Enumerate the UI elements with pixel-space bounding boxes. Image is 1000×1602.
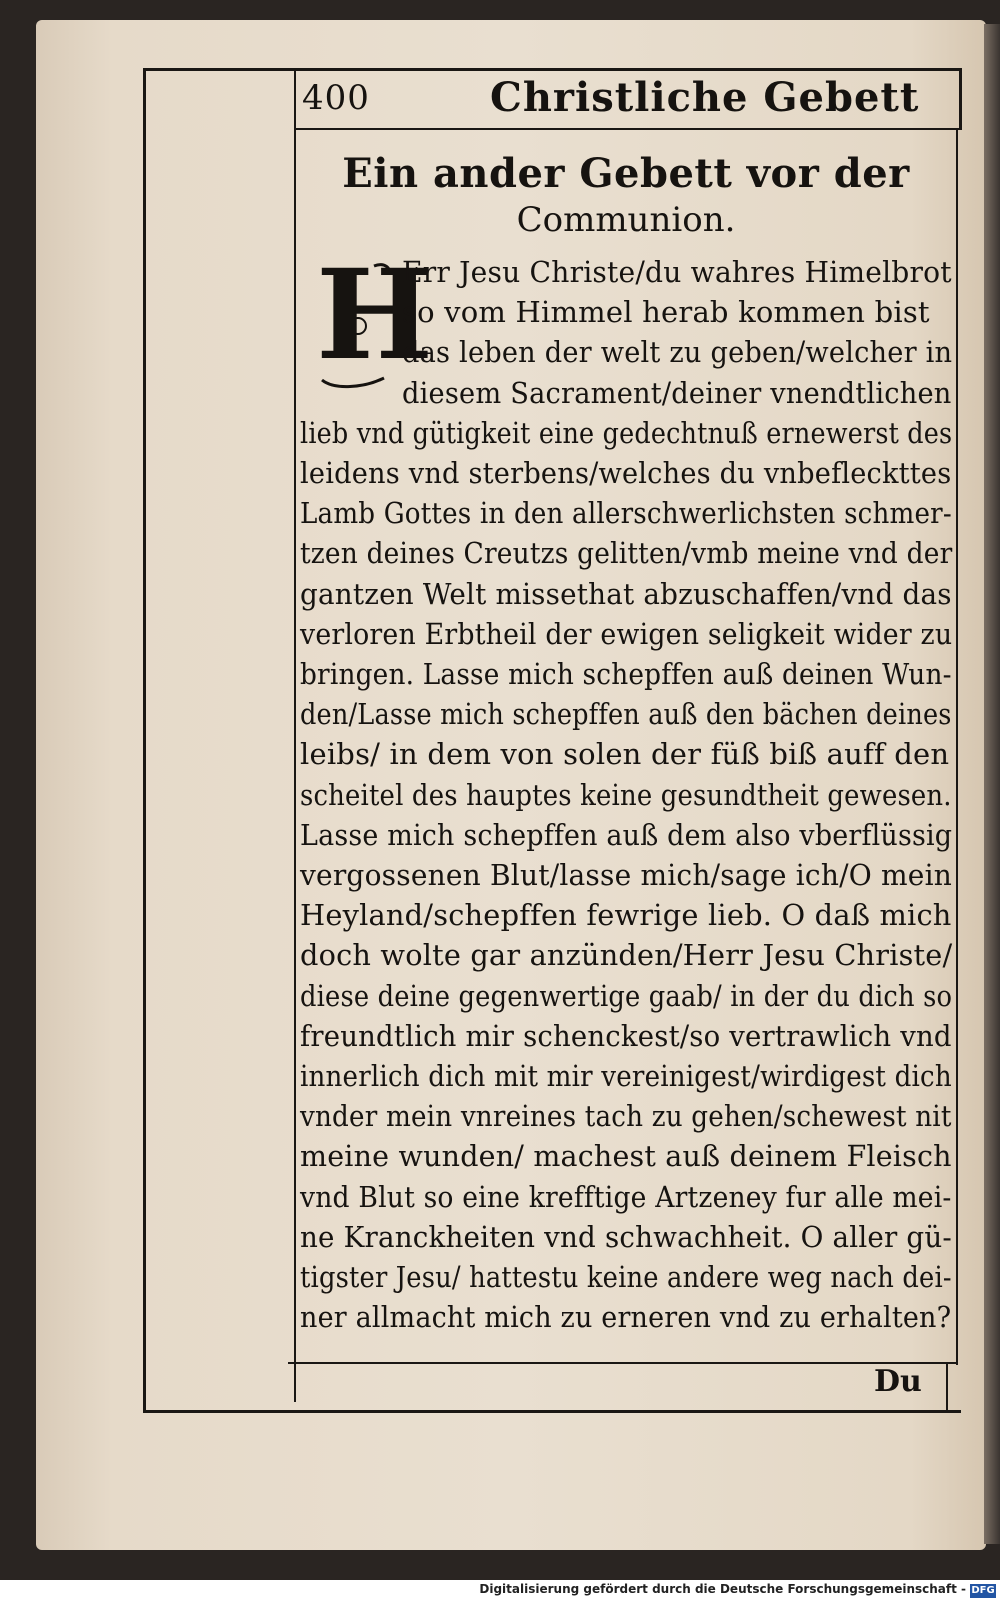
text-line: Err Jesu Christe/du wahres Himelbrot: [402, 255, 952, 289]
text-line: diesem Sacrament/deiner vnendtlichen: [402, 375, 952, 410]
text-line: tzen deines Creutzs gelitten/vmb meine vnd der: [300, 536, 953, 571]
text-line: vergossenen Blut/lasse mich/sage ich/O mein: [300, 858, 952, 892]
prayer-title-line-2: Communion.: [516, 200, 736, 240]
frame-rule-inner-right: [959, 68, 962, 130]
text-line: Lamb Gottes in den allerschwerlichsten schmer-: [300, 496, 952, 531]
text-line: scheitel des hauptes keine gesundtheit gewesen.: [300, 777, 952, 812]
text-line: diese deine gegenwertige gaab/ in der du dich so: [300, 978, 953, 1013]
text-column-rule-right: [956, 130, 958, 1365]
text-line: Heyland/schepffen fewrige lieb. O daß mich: [300, 898, 952, 933]
page-number: 400: [302, 78, 370, 118]
text-line: Lasse mich schepffen auß dem also vberflüssig: [300, 817, 953, 852]
text-line: gantzen Welt missethat abzuschaffen/vnd das: [300, 576, 952, 611]
text-line: doch wolte gar anzünden/Herr Jesu Christe/: [300, 938, 953, 973]
catchword-rule: [946, 1362, 948, 1410]
text-line: das leben der welt zu geben/welcher in: [402, 335, 953, 370]
text-line: so vom Himmel herab kommen bist: [402, 295, 930, 330]
catchword: Du: [874, 1364, 922, 1399]
text-line: leidens vnd sterbens/welches du vnbefleckttes: [300, 456, 952, 490]
header-rule: [294, 128, 962, 130]
text-line: meine wunden/ machest auß deinem Fleisch: [300, 1139, 952, 1174]
frame-rule-bottom: [143, 1410, 961, 1413]
page-edge: [984, 24, 1000, 1544]
frame-rule-left: [143, 68, 146, 1413]
funding-credit: Digitalisierung gefördert durch die Deutsche Forschungsgemeinschaft -: [479, 1582, 966, 1596]
frame-rule-inner-left: [294, 68, 296, 1402]
text-line: tigster Jesu/ hattestu keine andere weg nach dei-: [300, 1260, 952, 1294]
running-head: Christliche Gebett: [490, 74, 920, 121]
text-line: lieb vnd gütigkeit eine gedechtnuß ernewerst des: [300, 415, 953, 450]
text-line: verloren Erbtheil der ewigen seligkeit wider zu: [300, 616, 953, 651]
text-line: vnd Blut so eine krefftige Artzeney fur alle mei-: [300, 1179, 952, 1214]
text-line: bringen. Lasse mich schepffen auß deinen Wun-: [300, 657, 952, 691]
text-line: innerlich dich mit mir vereinigest/wirdigest dich: [300, 1059, 952, 1093]
text-line: ne Kranckheiten vnd schwachheit. O aller gü-: [300, 1219, 952, 1254]
text-line: den/Lasse mich schepffen auß den bächen deines: [300, 697, 952, 732]
text-line: ner allmacht mich zu erneren vnd zu erhalten?: [300, 1300, 952, 1335]
text-line: freundtlich mir schenckest/so vertrawlich vnd: [300, 1018, 952, 1053]
drop-cap-letter: H: [316, 243, 434, 388]
drop-cap: [314, 243, 434, 392]
dfg-logo: DFG: [971, 1585, 995, 1596]
text-column-rule-bottom: [288, 1362, 958, 1364]
text-line: vnder mein vnreines tach zu gehen/schewest nit: [300, 1099, 952, 1134]
text-line: leibs/ in dem von solen der füß biß auff den: [300, 737, 950, 772]
frame-rule-top: [143, 68, 961, 71]
prayer-title: Ein ander Gebett vor der: [342, 150, 910, 197]
